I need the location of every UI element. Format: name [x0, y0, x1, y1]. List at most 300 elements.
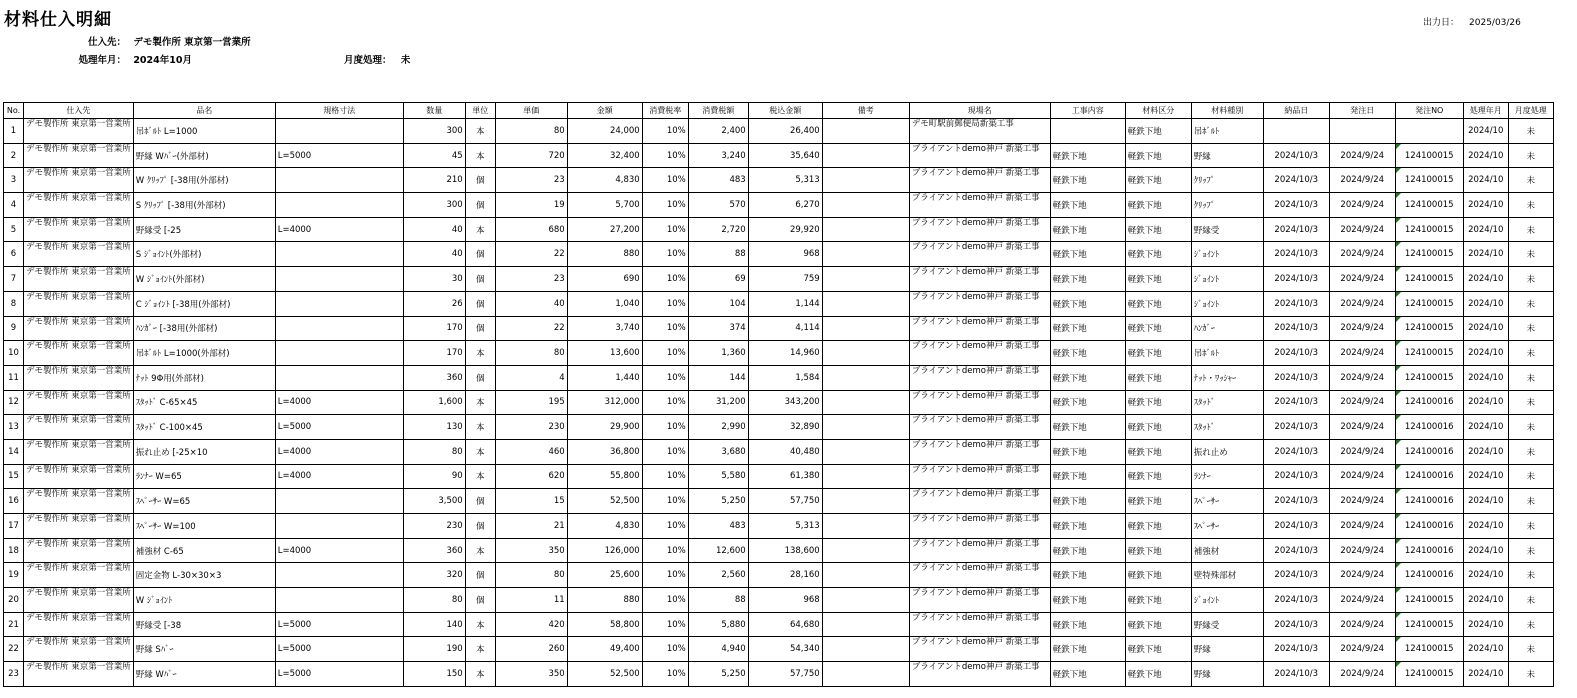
- cell-order-no: 124100015: [1395, 588, 1463, 613]
- cell-site-name: デモ町駅前郵便局新築工事: [909, 119, 1050, 144]
- cell-quantity: 360: [403, 538, 465, 563]
- table-row: [4, 464, 1554, 489]
- cell-spec: L=5000: [275, 612, 403, 637]
- col-header-site-name: 現場名: [909, 103, 1050, 119]
- col-header-total-amount: 税込金額: [748, 103, 822, 119]
- cell-site-name: ブライアントdemo神戸 新築工事: [909, 267, 1050, 292]
- cell-supplier: デモ製作所 東京第一営業所: [24, 291, 134, 316]
- cell-spec: L=4000: [275, 390, 403, 415]
- cell-order-date: 2024/9/24: [1329, 316, 1395, 341]
- cell-work-content: 軽鉄下地: [1050, 489, 1125, 514]
- cell-supplier: デモ製作所 東京第一営業所: [24, 415, 134, 440]
- cell-work-content: 軽鉄下地: [1050, 365, 1125, 390]
- cell-amount: 4,830: [567, 514, 642, 539]
- cell-site-name: ブライアントdemo神戸 新築工事: [909, 168, 1050, 193]
- cell-site-name: ブライアントdemo神戸 新築工事: [909, 538, 1050, 563]
- cell-delivery-date: 2024/10/3: [1263, 193, 1329, 218]
- cell-delivery-date: 2024/10/3: [1263, 168, 1329, 193]
- cell-quantity: 45: [403, 143, 465, 168]
- cell-material-category: 軽鉄下地: [1125, 415, 1191, 440]
- cell-unit: 本: [465, 464, 495, 489]
- cell-total-amount: 968: [748, 242, 822, 267]
- cell-order-no: 124100015: [1395, 168, 1463, 193]
- cell-delivery-date: 2024/10/3: [1263, 390, 1329, 415]
- cell-site-name: ブライアントdemo神戸 新築工事: [909, 316, 1050, 341]
- cell-supplier: デモ製作所 東京第一営業所: [24, 341, 134, 366]
- cell-monthly-process: 未: [1508, 119, 1553, 144]
- cell-delivery-date: 2024/10/3: [1263, 365, 1329, 390]
- cell-tax-amount: 2,720: [688, 217, 748, 242]
- cell-item-name: 野縁 Wﾊﾞｰ(外部材): [133, 143, 275, 168]
- cell-no: 18: [4, 538, 24, 563]
- cell-amount: 690: [567, 267, 642, 292]
- table-row: [4, 316, 1554, 341]
- cell-quantity: 210: [403, 168, 465, 193]
- cell-material-category: 軽鉄下地: [1125, 588, 1191, 613]
- cell-work-content: 軽鉄下地: [1050, 538, 1125, 563]
- cell-supplier: デモ製作所 東京第一営業所: [24, 193, 134, 218]
- cell-unit-price: 23: [495, 267, 567, 292]
- cell-delivery-date: 2024/10/3: [1263, 637, 1329, 662]
- col-header-quantity: 数量: [403, 103, 465, 119]
- cell-order-no: 124100016: [1395, 563, 1463, 588]
- cell-quantity: 26: [403, 291, 465, 316]
- cell-no: 6: [4, 242, 24, 267]
- col-header-tax-amount: 消費税額: [688, 103, 748, 119]
- cell-process-month: 2024/10: [1463, 662, 1508, 687]
- cell-tax-amount: 483: [688, 514, 748, 539]
- cell-tax-amount: 5,250: [688, 489, 748, 514]
- cell-material-type: ｼﾞｮｲﾝﾄ: [1191, 267, 1263, 292]
- cell-tax-amount: 2,990: [688, 415, 748, 440]
- cell-amount: 126,000: [567, 538, 642, 563]
- cell-order-date: 2024/9/24: [1329, 588, 1395, 613]
- cell-unit-price: 620: [495, 464, 567, 489]
- cell-remarks: [822, 489, 909, 514]
- cell-unit: 本: [465, 415, 495, 440]
- cell-material-type: 吊ﾎﾞﾙﾄ: [1191, 341, 1263, 366]
- cell-remarks: [822, 464, 909, 489]
- cell-delivery-date: 2024/10/3: [1263, 439, 1329, 464]
- cell-tax-amount: 2,400: [688, 119, 748, 144]
- cell-no: 3: [4, 168, 24, 193]
- cell-material-type: 野縁: [1191, 637, 1263, 662]
- cell-order-date: 2024/9/24: [1329, 415, 1395, 440]
- cell-unit: 本: [465, 143, 495, 168]
- cell-material-type: ｼﾞｮｲﾝﾄ: [1191, 588, 1263, 613]
- cell-delivery-date: 2024/10/3: [1263, 464, 1329, 489]
- cell-material-category: 軽鉄下地: [1125, 341, 1191, 366]
- cell-material-type: ｽﾀｯﾄﾞ: [1191, 390, 1263, 415]
- cell-monthly-process: 未: [1508, 612, 1553, 637]
- cell-total-amount: 61,380: [748, 464, 822, 489]
- cell-remarks: [822, 217, 909, 242]
- cell-monthly-process: 未: [1508, 365, 1553, 390]
- cell-work-content: 軽鉄下地: [1050, 439, 1125, 464]
- cell-site-name: ブライアントdemo神戸 新築工事: [909, 291, 1050, 316]
- cell-spec: [275, 588, 403, 613]
- cell-unit-price: 11: [495, 588, 567, 613]
- cell-delivery-date: 2024/10/3: [1263, 563, 1329, 588]
- cell-delivery-date: 2024/10/3: [1263, 341, 1329, 366]
- cell-delivery-date: 2024/10/3: [1263, 291, 1329, 316]
- cell-work-content: 軽鉄下地: [1050, 514, 1125, 539]
- cell-supplier: デモ製作所 東京第一営業所: [24, 489, 134, 514]
- cell-work-content: 軽鉄下地: [1050, 563, 1125, 588]
- cell-monthly-process: 未: [1508, 637, 1553, 662]
- cell-quantity: 40: [403, 217, 465, 242]
- cell-site-name: ブライアントdemo神戸 新築工事: [909, 637, 1050, 662]
- cell-order-date: [1329, 119, 1395, 144]
- cell-tax-amount: 570: [688, 193, 748, 218]
- cell-process-month: 2024/10: [1463, 538, 1508, 563]
- cell-spec: [275, 168, 403, 193]
- cell-work-content: 軽鉄下地: [1050, 612, 1125, 637]
- col-header-process-month: 処理年月: [1463, 103, 1508, 119]
- cell-tax-rate: 10%: [642, 637, 688, 662]
- cell-order-date: 2024/9/24: [1329, 637, 1395, 662]
- cell-delivery-date: 2024/10/3: [1263, 143, 1329, 168]
- cell-material-category: 軽鉄下地: [1125, 291, 1191, 316]
- cell-amount: 52,500: [567, 489, 642, 514]
- cell-tax-amount: 5,880: [688, 612, 748, 637]
- period-value: 2024年10月: [133, 55, 192, 66]
- cell-tax-rate: 10%: [642, 563, 688, 588]
- cell-no: 17: [4, 514, 24, 539]
- cell-tax-amount: 88: [688, 588, 748, 613]
- cell-material-type: 壁特殊部材: [1191, 563, 1263, 588]
- monthly-label: 月度処理：: [344, 55, 392, 66]
- cell-site-name: ブライアントdemo神戸 新築工事: [909, 415, 1050, 440]
- cell-unit: 個: [465, 563, 495, 588]
- cell-work-content: 軽鉄下地: [1050, 464, 1125, 489]
- cell-work-content: 軽鉄下地: [1050, 267, 1125, 292]
- cell-order-no: 124100015: [1395, 267, 1463, 292]
- cell-supplier: デモ製作所 東京第一営業所: [24, 168, 134, 193]
- cell-order-no: 124100016: [1395, 439, 1463, 464]
- cell-amount: 49,400: [567, 637, 642, 662]
- cell-order-date: 2024/9/24: [1329, 242, 1395, 267]
- cell-unit-price: 350: [495, 662, 567, 687]
- cell-process-month: 2024/10: [1463, 563, 1508, 588]
- cell-unit: 本: [465, 637, 495, 662]
- cell-no: 20: [4, 588, 24, 613]
- col-header-order-no: 発注NO: [1395, 103, 1463, 119]
- cell-quantity: 140: [403, 612, 465, 637]
- cell-no: 21: [4, 612, 24, 637]
- cell-monthly-process: 未: [1508, 464, 1553, 489]
- cell-no: 13: [4, 415, 24, 440]
- cell-supplier: デモ製作所 東京第一営業所: [24, 514, 134, 539]
- cell-supplier: デモ製作所 東京第一営業所: [24, 464, 134, 489]
- table-row: [4, 119, 1554, 144]
- cell-order-no: [1395, 119, 1463, 144]
- cell-site-name: ブライアントdemo神戸 新築工事: [909, 217, 1050, 242]
- col-header-unit-price: 単価: [495, 103, 567, 119]
- output-date: [1423, 15, 1521, 28]
- cell-remarks: [822, 316, 909, 341]
- cell-item-name: 野縁 Sﾊﾞｰ: [133, 637, 275, 662]
- cell-supplier: デモ製作所 東京第一営業所: [24, 267, 134, 292]
- cell-remarks: [822, 168, 909, 193]
- cell-quantity: 30: [403, 267, 465, 292]
- cell-order-date: 2024/9/24: [1329, 143, 1395, 168]
- cell-process-month: 2024/10: [1463, 390, 1508, 415]
- cell-no: 9: [4, 316, 24, 341]
- purchase-table: [3, 102, 1554, 687]
- col-header-material-type: 材料種別: [1191, 103, 1263, 119]
- cell-supplier: デモ製作所 東京第一営業所: [24, 563, 134, 588]
- cell-material-type: 振れ止め: [1191, 439, 1263, 464]
- cell-total-amount: 26,400: [748, 119, 822, 144]
- cell-material-category: 軽鉄下地: [1125, 119, 1191, 144]
- cell-tax-rate: 10%: [642, 538, 688, 563]
- table-row: [4, 489, 1554, 514]
- cell-item-name: C ｼﾞｮｲﾝﾄ [-38用(外部材): [133, 291, 275, 316]
- cell-spec: L=5000: [275, 415, 403, 440]
- cell-monthly-process: 未: [1508, 341, 1553, 366]
- cell-remarks: [822, 143, 909, 168]
- table-row: [4, 193, 1554, 218]
- col-header-supplier: 仕入先: [24, 103, 134, 119]
- cell-total-amount: 29,920: [748, 217, 822, 242]
- table-row: [4, 242, 1554, 267]
- cell-total-amount: 1,584: [748, 365, 822, 390]
- cell-work-content: 軽鉄下地: [1050, 217, 1125, 242]
- cell-amount: 27,200: [567, 217, 642, 242]
- cell-material-type: 補強材: [1191, 538, 1263, 563]
- cell-item-name: 吊ﾎﾞﾙﾄ L=1000: [133, 119, 275, 144]
- cell-item-name: ﾗﾝﾅｰ W=65: [133, 464, 275, 489]
- cell-tax-amount: 3,240: [688, 143, 748, 168]
- cell-tax-rate: 10%: [642, 390, 688, 415]
- cell-quantity: 300: [403, 193, 465, 218]
- period-label: 処理年月：: [78, 55, 126, 66]
- cell-spec: [275, 489, 403, 514]
- table-row: [4, 217, 1554, 242]
- cell-no: 11: [4, 365, 24, 390]
- cell-delivery-date: 2024/10/3: [1263, 662, 1329, 687]
- cell-work-content: 軽鉄下地: [1050, 316, 1125, 341]
- cell-material-type: 野縁: [1191, 143, 1263, 168]
- cell-delivery-date: 2024/10/3: [1263, 538, 1329, 563]
- cell-tax-rate: 10%: [642, 341, 688, 366]
- monthly-line: [344, 52, 410, 66]
- cell-order-date: 2024/9/24: [1329, 563, 1395, 588]
- cell-monthly-process: 未: [1508, 390, 1553, 415]
- cell-spec: L=4000: [275, 439, 403, 464]
- col-header-delivery-date: 納品日: [1263, 103, 1329, 119]
- cell-amount: 1,040: [567, 291, 642, 316]
- cell-total-amount: 4,114: [748, 316, 822, 341]
- cell-tax-rate: 10%: [642, 267, 688, 292]
- cell-supplier: デモ製作所 東京第一営業所: [24, 242, 134, 267]
- cell-unit: 本: [465, 119, 495, 144]
- cell-site-name: ブライアントdemo神戸 新築工事: [909, 439, 1050, 464]
- cell-amount: 4,830: [567, 168, 642, 193]
- cell-no: 10: [4, 341, 24, 366]
- cell-monthly-process: 未: [1508, 291, 1553, 316]
- cell-material-type: ｼﾞｮｲﾝﾄ: [1191, 291, 1263, 316]
- cell-item-name: S ｼﾞｮｲﾝﾄ(外部材): [133, 242, 275, 267]
- cell-delivery-date: 2024/10/3: [1263, 242, 1329, 267]
- col-header-unit: 単位: [465, 103, 495, 119]
- cell-unit-price: 23: [495, 168, 567, 193]
- table-row: [4, 637, 1554, 662]
- cell-amount: 3,740: [567, 316, 642, 341]
- supplier-line: [60, 34, 251, 48]
- cell-amount: 55,800: [567, 464, 642, 489]
- cell-tax-rate: 10%: [642, 439, 688, 464]
- cell-delivery-date: 2024/10/3: [1263, 316, 1329, 341]
- col-header-tax-rate: 消費税率: [642, 103, 688, 119]
- cell-spec: L=4000: [275, 538, 403, 563]
- cell-order-no: 124100015: [1395, 217, 1463, 242]
- cell-material-category: 軽鉄下地: [1125, 464, 1191, 489]
- cell-spec: L=4000: [275, 217, 403, 242]
- table-row: [4, 168, 1554, 193]
- cell-tax-amount: 12,600: [688, 538, 748, 563]
- cell-unit: 本: [465, 217, 495, 242]
- cell-total-amount: 32,890: [748, 415, 822, 440]
- cell-tax-amount: 483: [688, 168, 748, 193]
- cell-unit-price: 40: [495, 291, 567, 316]
- cell-quantity: 190: [403, 637, 465, 662]
- cell-delivery-date: 2024/10/3: [1263, 489, 1329, 514]
- cell-tax-rate: 10%: [642, 119, 688, 144]
- cell-order-no: 124100015: [1395, 612, 1463, 637]
- cell-no: 5: [4, 217, 24, 242]
- cell-quantity: 1,600: [403, 390, 465, 415]
- cell-spec: L=4000: [275, 464, 403, 489]
- cell-tax-rate: 10%: [642, 588, 688, 613]
- cell-material-category: 軽鉄下地: [1125, 489, 1191, 514]
- cell-tax-amount: 2,560: [688, 563, 748, 588]
- cell-process-month: 2024/10: [1463, 316, 1508, 341]
- cell-spec: [275, 365, 403, 390]
- cell-tax-amount: 69: [688, 267, 748, 292]
- cell-no: 12: [4, 390, 24, 415]
- cell-unit: 本: [465, 612, 495, 637]
- cell-total-amount: 54,340: [748, 637, 822, 662]
- monthly-value: 未: [400, 55, 411, 66]
- cell-material-category: 軽鉄下地: [1125, 316, 1191, 341]
- col-header-monthly-process: 月度処理: [1508, 103, 1553, 119]
- cell-process-month: 2024/10: [1463, 612, 1508, 637]
- table-row: [4, 662, 1554, 687]
- cell-site-name: ブライアントdemo神戸 新築工事: [909, 662, 1050, 687]
- cell-monthly-process: 未: [1508, 514, 1553, 539]
- cell-quantity: 320: [403, 563, 465, 588]
- cell-delivery-date: 2024/10/3: [1263, 514, 1329, 539]
- cell-remarks: [822, 242, 909, 267]
- cell-spec: [275, 119, 403, 144]
- cell-tax-rate: 10%: [642, 193, 688, 218]
- cell-material-category: 軽鉄下地: [1125, 439, 1191, 464]
- cell-remarks: [822, 365, 909, 390]
- cell-material-category: 軽鉄下地: [1125, 193, 1191, 218]
- cell-amount: 13,600: [567, 341, 642, 366]
- cell-total-amount: 759: [748, 267, 822, 292]
- cell-tax-amount: 31,200: [688, 390, 748, 415]
- cell-site-name: ブライアントdemo神戸 新築工事: [909, 612, 1050, 637]
- cell-material-type: ｸﾘｯﾌﾟ: [1191, 168, 1263, 193]
- cell-material-category: 軽鉄下地: [1125, 267, 1191, 292]
- table-row: [4, 341, 1554, 366]
- cell-process-month: 2024/10: [1463, 291, 1508, 316]
- cell-process-month: 2024/10: [1463, 119, 1508, 144]
- cell-total-amount: 40,480: [748, 439, 822, 464]
- cell-remarks: [822, 637, 909, 662]
- cell-spec: [275, 563, 403, 588]
- cell-amount: 25,600: [567, 563, 642, 588]
- table-row: [4, 291, 1554, 316]
- col-header-no: No.: [4, 103, 24, 119]
- table-body: [4, 119, 1554, 687]
- cell-work-content: [1050, 119, 1125, 144]
- cell-monthly-process: 未: [1508, 563, 1553, 588]
- cell-site-name: ブライアントdemo神戸 新築工事: [909, 489, 1050, 514]
- cell-monthly-process: 未: [1508, 489, 1553, 514]
- cell-spec: [275, 341, 403, 366]
- cell-tax-amount: 144: [688, 365, 748, 390]
- cell-material-type: 野縁受: [1191, 612, 1263, 637]
- cell-delivery-date: 2024/10/3: [1263, 415, 1329, 440]
- cell-work-content: 軽鉄下地: [1050, 637, 1125, 662]
- col-header-spec: 規格寸法: [275, 103, 403, 119]
- cell-work-content: 軽鉄下地: [1050, 390, 1125, 415]
- cell-quantity: 150: [403, 662, 465, 687]
- cell-tax-amount: 88: [688, 242, 748, 267]
- cell-unit-price: 19: [495, 193, 567, 218]
- cell-monthly-process: 未: [1508, 439, 1553, 464]
- cell-quantity: 3,500: [403, 489, 465, 514]
- cell-remarks: [822, 291, 909, 316]
- cell-site-name: ブライアントdemo神戸 新築工事: [909, 563, 1050, 588]
- cell-tax-rate: 10%: [642, 242, 688, 267]
- cell-site-name: ブライアントdemo神戸 新築工事: [909, 514, 1050, 539]
- cell-supplier: デモ製作所 東京第一営業所: [24, 119, 134, 144]
- cell-material-type: 吊ﾎﾞﾙﾄ: [1191, 119, 1263, 144]
- cell-material-type: 野縁受: [1191, 217, 1263, 242]
- supplier-value: デモ製作所 東京第一営業所: [133, 37, 251, 48]
- cell-process-month: 2024/10: [1463, 217, 1508, 242]
- cell-material-category: 軽鉄下地: [1125, 662, 1191, 687]
- cell-material-category: 軽鉄下地: [1125, 637, 1191, 662]
- cell-process-month: 2024/10: [1463, 365, 1508, 390]
- cell-item-name: ｽﾍﾟｰｻｰ W=65: [133, 489, 275, 514]
- cell-tax-rate: 10%: [642, 143, 688, 168]
- cell-order-date: 2024/9/24: [1329, 538, 1395, 563]
- cell-work-content: 軽鉄下地: [1050, 341, 1125, 366]
- cell-process-month: 2024/10: [1463, 464, 1508, 489]
- cell-remarks: [822, 588, 909, 613]
- cell-no: 7: [4, 267, 24, 292]
- cell-amount: 312,000: [567, 390, 642, 415]
- cell-total-amount: 1,144: [748, 291, 822, 316]
- cell-supplier: デモ製作所 東京第一営業所: [24, 637, 134, 662]
- cell-process-month: 2024/10: [1463, 514, 1508, 539]
- cell-unit-price: 260: [495, 637, 567, 662]
- cell-delivery-date: 2024/10/3: [1263, 267, 1329, 292]
- cell-monthly-process: 未: [1508, 267, 1553, 292]
- cell-remarks: [822, 514, 909, 539]
- cell-remarks: [822, 439, 909, 464]
- cell-order-date: 2024/9/24: [1329, 439, 1395, 464]
- cell-amount: 1,440: [567, 365, 642, 390]
- cell-work-content: 軽鉄下地: [1050, 662, 1125, 687]
- cell-tax-rate: 10%: [642, 514, 688, 539]
